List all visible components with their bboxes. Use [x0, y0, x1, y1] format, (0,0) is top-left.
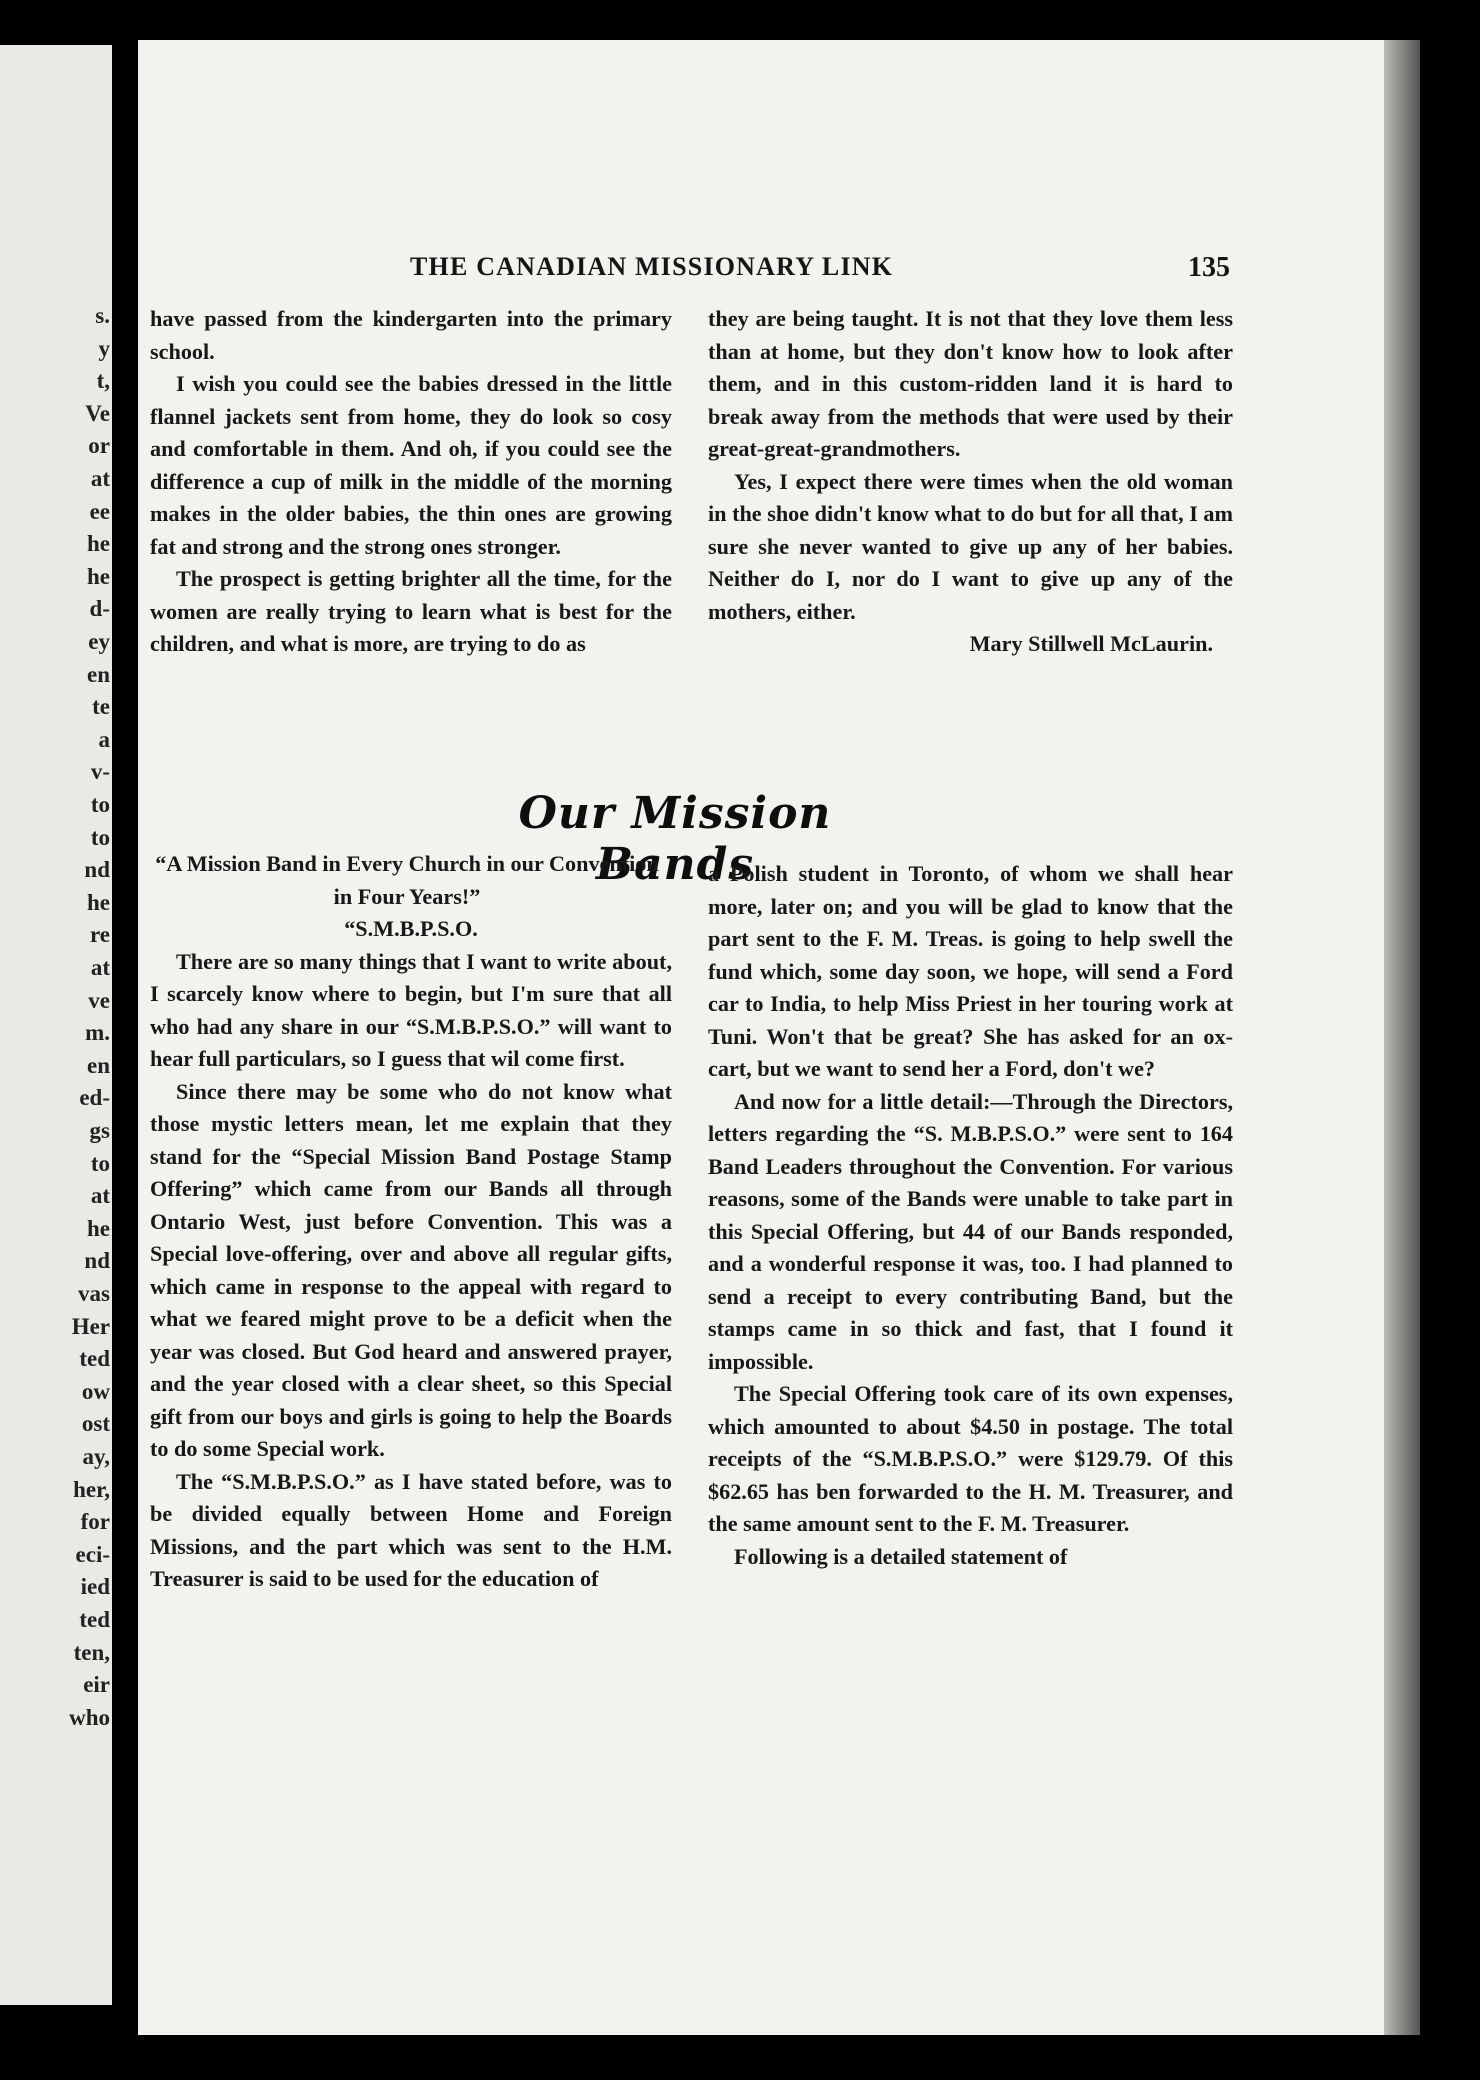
paragraph: they are being taught. It is not that they love them less than at home, but they don't know how to look after them, and in this custom-ridden land it is hard to break away from the methods that were used by their great-great-grandmothers.	[708, 306, 1233, 461]
paragraph: have passed from the kindergarten into the primary school.	[150, 306, 672, 364]
facing-page-text-fragment: ost	[81, 1411, 110, 1437]
paragraph: Since there may be some who do not know what those mystic letters mean, let me explain that they stand for the “Special Mission Band Postage Stamp Offering” which came from our Bands all through Ontario West, just before Convention. This was a Special love-offering, over and above all regular gifts, which came in response to the appeal with regard to what we feared might prove to be a deficit when the year was closed. But God heard and answered prayer, and the year closed with a clear sheet, so this Special gift from our boys and girls is going to help the Boards to do some Special work.	[150, 1078, 672, 1461]
facing-page-text-fragment: eci-	[75, 1541, 110, 1567]
page-number: 135	[1188, 252, 1230, 283]
paragraph: The Special Offering took care of its own expenses, which amounted to about $4.50 in postage. The total receipts of the “S.M.B.P.S.O.” were $129.79. Of this $62.65 has ben forwarded to the H. M. Treasurer, and the same amount sent to the F. M. Treasurer.	[708, 1381, 1233, 1536]
paragraph: Following is a detailed statement of	[734, 1543, 1068, 1569]
facing-page-text-fragment: to	[90, 1150, 110, 1176]
paragraph: I wish you could see the babies dressed in the little flannel jackets sent from home, they do look so cosy and comfortable in them. And oh, if you could see the difference a cup of milk in the middle of the morning makes in the older babies, the thin ones are growing fat and strong and the strong ones stronger.	[150, 371, 672, 559]
column-bottom-left	[150, 848, 672, 1596]
facing-page-text-fragment: ve	[88, 987, 110, 1013]
paragraph: The “S.M.B.P.S.O.” as I have stated before, was to be divided equally between Home and Foreign Missions, and the part which was sent to the H.M. Treasurer is said to be used for the education of	[150, 1468, 672, 1591]
facing-page-text-fragment: ted	[79, 1607, 110, 1632]
facing-page-text-fragment: he	[87, 563, 110, 589]
facing-page-text-fragment: ey	[88, 629, 110, 654]
facing-page-text-fragment: en	[87, 661, 110, 687]
facing-page-text-fragment: gs	[89, 1118, 110, 1143]
facing-page-text-fragment: ied	[80, 1574, 110, 1600]
paragraph: a Polish student in Toronto, of whom we shall hear more, later on; and you will be glad to know that the part sent to the F. M. Treas. is going to help swell the fund which, some day soon, we hope, will send a Ford car to India, to help Miss Priest in her touring work at Tuni. Won't that be great? She has asked for an ox-cart, but we want to send her a Ford, don't we?	[708, 861, 1233, 1081]
subheading: “S.M.B.P.S.O.	[344, 916, 478, 941]
column-top-right	[708, 303, 1233, 661]
facing-page-text-fragment: at	[90, 466, 110, 491]
facing-page-text-fragment: Ve	[85, 400, 110, 426]
author-signature: Mary Stillwell McLaurin.	[969, 631, 1213, 656]
facing-page-text-fragment: her,	[73, 1476, 110, 1502]
facing-page-text-fragment: he	[87, 889, 110, 915]
column-top-left	[150, 303, 672, 661]
facing-page-text-fragment: eir	[83, 1672, 110, 1698]
facing-page-text-fragment: s.	[95, 303, 110, 328]
facing-page-fragment	[0, 45, 112, 2005]
facing-page-text-fragment: Her	[71, 1313, 110, 1339]
facing-page-text-fragment: nd	[84, 1248, 110, 1274]
facing-page-text-fragment: who	[69, 1704, 110, 1730]
column-bottom-right	[708, 858, 1233, 1573]
facing-page-text-fragment: he	[87, 531, 110, 557]
paragraph: The prospect is getting brighter all the time, for the women are really trying to learn what is best for the children, and what is more, are trying to do as	[150, 566, 672, 656]
section-title: Our Mission Bands	[518, 788, 832, 890]
facing-page-text-fragment: at	[90, 955, 110, 980]
facing-page-text-fragment: to	[90, 792, 110, 817]
facing-page-text-fragment: d-	[89, 596, 110, 622]
paragraph: Yes, I expect there were times when the old woman in the shoe didn't know what to do but for all that, I am sure she never wanted to give up any of her babies. Neither do I, nor do I want to give up any of the mothers, either.	[708, 468, 1233, 624]
facing-page-text-fragment: at	[90, 1183, 110, 1209]
facing-page-text-fragment: ten,	[73, 1639, 110, 1665]
facing-page-text-fragment: ow	[81, 1378, 110, 1404]
facing-page-text-fragment: vas	[78, 1281, 110, 1306]
facing-page-text-fragment: a	[98, 726, 110, 752]
paragraph: And now for a little detail:—Through the Directors, letters regarding the “S. M.B.P.S.O.” were sent to 164 Band Leaders throughout the Convention. For various reasons, some of the Bands were unable to take part in this Special Offering, but 44 of our Bands responded, and a wonderful response it was, too. I had planned to send a receipt to every contributing Band, but the stamps came in so thick and fast, that I found it impossible.	[708, 1088, 1233, 1374]
facing-page-text-fragment: nd	[84, 857, 110, 883]
facing-page-text-fragment: to	[90, 824, 110, 850]
facing-page-text-fragment: en	[87, 1052, 110, 1078]
facing-page-text-fragment: for	[80, 1509, 110, 1535]
facing-page-text-fragment: or	[88, 433, 110, 459]
facing-page-text-fragment: ee	[89, 498, 110, 524]
page-edge	[1384, 40, 1420, 2035]
motto: “A Mission Band in Every Church in our Convention in Four Years!”	[155, 851, 659, 909]
facing-page-text-fragment: he	[87, 1215, 110, 1241]
facing-page-text-fragment: ted	[79, 1346, 110, 1372]
facing-page-text-fragment: t,	[96, 368, 110, 394]
paragraph: There are so many things that I want to write about, I scarcely know where to begin, but I'm sure that all who had any share in our “S.M.B.P.S.O.” will want to hear full particulars, so I guess that wil come first.	[150, 948, 672, 1071]
facing-page-text-fragment: v-	[90, 759, 110, 785]
running-header: THE CANADIAN MISSIONARY LINK	[410, 252, 894, 281]
facing-page-text-fragment: m.	[85, 1020, 110, 1046]
facing-page-text-fragment: te	[92, 694, 110, 720]
facing-page-text-fragment: ay,	[82, 1444, 110, 1469]
facing-page-text-fragment: re	[89, 922, 110, 948]
facing-page-text-fragment: y	[98, 335, 110, 361]
facing-page-text-fragment: ed-	[79, 1085, 110, 1111]
